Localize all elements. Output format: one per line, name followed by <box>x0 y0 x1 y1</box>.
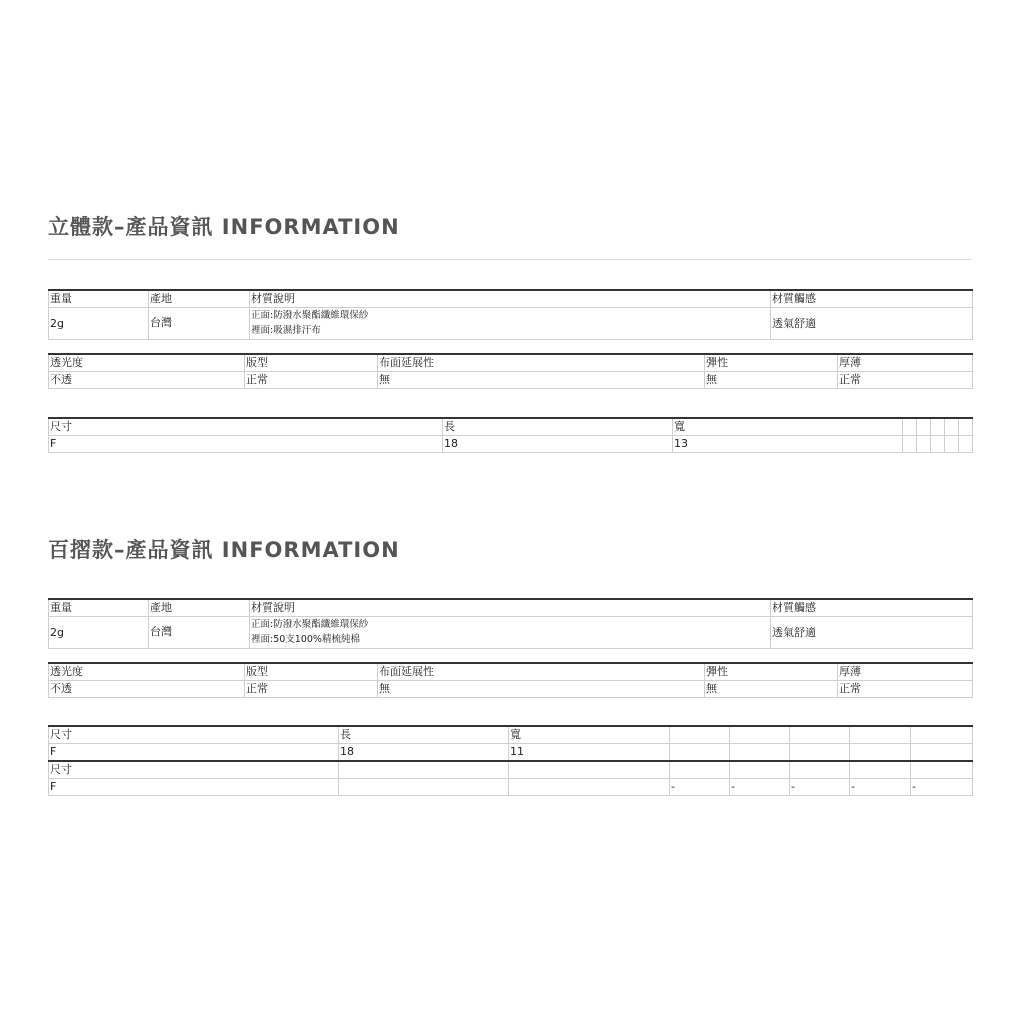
header-thickness: 厚薄 <box>838 663 973 681</box>
empty-cell <box>790 726 850 744</box>
empty-cell <box>959 436 973 453</box>
value-origin: 台灣 <box>149 617 250 649</box>
header-fit: 版型 <box>245 663 378 681</box>
empty-cell <box>850 761 911 779</box>
empty-cell <box>339 779 509 796</box>
value-feel: 透氣舒適 <box>771 308 973 340</box>
header-weight: 重量 <box>49 599 149 617</box>
empty-cell <box>850 726 911 744</box>
value-elasticity: 無 <box>705 681 838 698</box>
header-width: 寬 <box>509 726 670 744</box>
header-transparency: 透光度 <box>49 354 245 372</box>
section-title: 立體款–產品資訊 INFORMATION <box>48 215 400 239</box>
value-length: 18 <box>339 744 509 762</box>
value-thickness: 正常 <box>838 372 973 389</box>
empty-cell <box>945 436 959 453</box>
empty-cell <box>339 761 509 779</box>
value-weight: 2g <box>49 617 149 649</box>
empty-cell <box>670 726 730 744</box>
dash-cell: - <box>730 779 790 796</box>
empty-cell <box>730 761 790 779</box>
size-table <box>48 725 973 796</box>
empty-cell <box>670 761 730 779</box>
value-transparency: 不透 <box>49 681 245 698</box>
property-table <box>48 353 973 389</box>
header-feel: 材質觸感 <box>771 599 973 617</box>
value-transparency: 不透 <box>49 372 245 389</box>
header-transparency: 透光度 <box>49 663 245 681</box>
dash-cell: - <box>670 779 730 796</box>
empty-cell <box>903 436 917 453</box>
header-origin: 產地 <box>149 290 250 308</box>
value-material <box>250 308 771 340</box>
header-stretch: 布面延展性 <box>378 354 705 372</box>
value-fit: 正常 <box>245 372 378 389</box>
value-size: F <box>49 744 339 762</box>
value-stretch: 無 <box>378 372 705 389</box>
header-elasticity: 彈性 <box>705 354 838 372</box>
value-width: 13 <box>673 436 903 453</box>
empty-cell <box>931 418 945 436</box>
empty-cell <box>917 418 931 436</box>
header-length: 長 <box>443 418 673 436</box>
empty-cell <box>911 761 973 779</box>
dash-cell: - <box>911 779 973 796</box>
value-origin: 台灣 <box>149 308 250 340</box>
empty-cell <box>670 744 730 762</box>
section-title: 百摺款–產品資訊 INFORMATION <box>48 538 400 562</box>
material-table <box>48 598 973 649</box>
header-length: 長 <box>339 726 509 744</box>
header-stretch: 布面延展性 <box>378 663 705 681</box>
material-front: 正面:防潑水聚酯纖維環保紗 <box>251 619 369 630</box>
value-size-2: F <box>49 779 339 796</box>
empty-cell <box>790 761 850 779</box>
value-weight: 2g <box>49 308 149 340</box>
value-thickness: 正常 <box>838 681 973 698</box>
empty-cell <box>790 744 850 762</box>
material-back: 裡面:吸濕排汗布 <box>251 325 321 336</box>
value-feel: 透氣舒適 <box>771 617 973 649</box>
dash-cell: - <box>850 779 911 796</box>
material-front: 正面:防潑水聚酯纖維環保紗 <box>251 310 369 321</box>
header-thickness: 厚薄 <box>838 354 973 372</box>
material-table <box>48 289 973 340</box>
empty-cell <box>931 436 945 453</box>
dash-cell: - <box>790 779 850 796</box>
header-material: 材質說明 <box>250 290 771 308</box>
value-length: 18 <box>443 436 673 453</box>
property-table <box>48 662 973 698</box>
empty-cell <box>509 779 670 796</box>
header-width: 寬 <box>673 418 903 436</box>
value-stretch: 無 <box>378 681 705 698</box>
empty-cell <box>730 744 790 762</box>
empty-cell <box>911 744 973 762</box>
empty-cell <box>917 436 931 453</box>
header-size-2: 尺寸 <box>49 761 339 779</box>
value-fit: 正常 <box>245 681 378 698</box>
empty-cell <box>730 726 790 744</box>
value-width: 11 <box>509 744 670 762</box>
header-weight: 重量 <box>49 290 149 308</box>
value-size: F <box>49 436 443 453</box>
empty-cell <box>509 761 670 779</box>
value-material <box>250 617 771 649</box>
value-elasticity: 無 <box>705 372 838 389</box>
material-back: 裡面:50支100%精梳純棉 <box>251 634 360 645</box>
empty-cell <box>911 726 973 744</box>
empty-cell <box>945 418 959 436</box>
header-fit: 版型 <box>245 354 378 372</box>
header-elasticity: 彈性 <box>705 663 838 681</box>
divider <box>48 259 972 260</box>
empty-cell <box>903 418 917 436</box>
header-material: 材質說明 <box>250 599 771 617</box>
header-feel: 材質觸感 <box>771 290 973 308</box>
empty-cell <box>850 744 911 762</box>
size-table <box>48 417 973 453</box>
header-size: 尺寸 <box>49 418 443 436</box>
header-origin: 產地 <box>149 599 250 617</box>
header-size: 尺寸 <box>49 726 339 744</box>
empty-cell <box>959 418 973 436</box>
